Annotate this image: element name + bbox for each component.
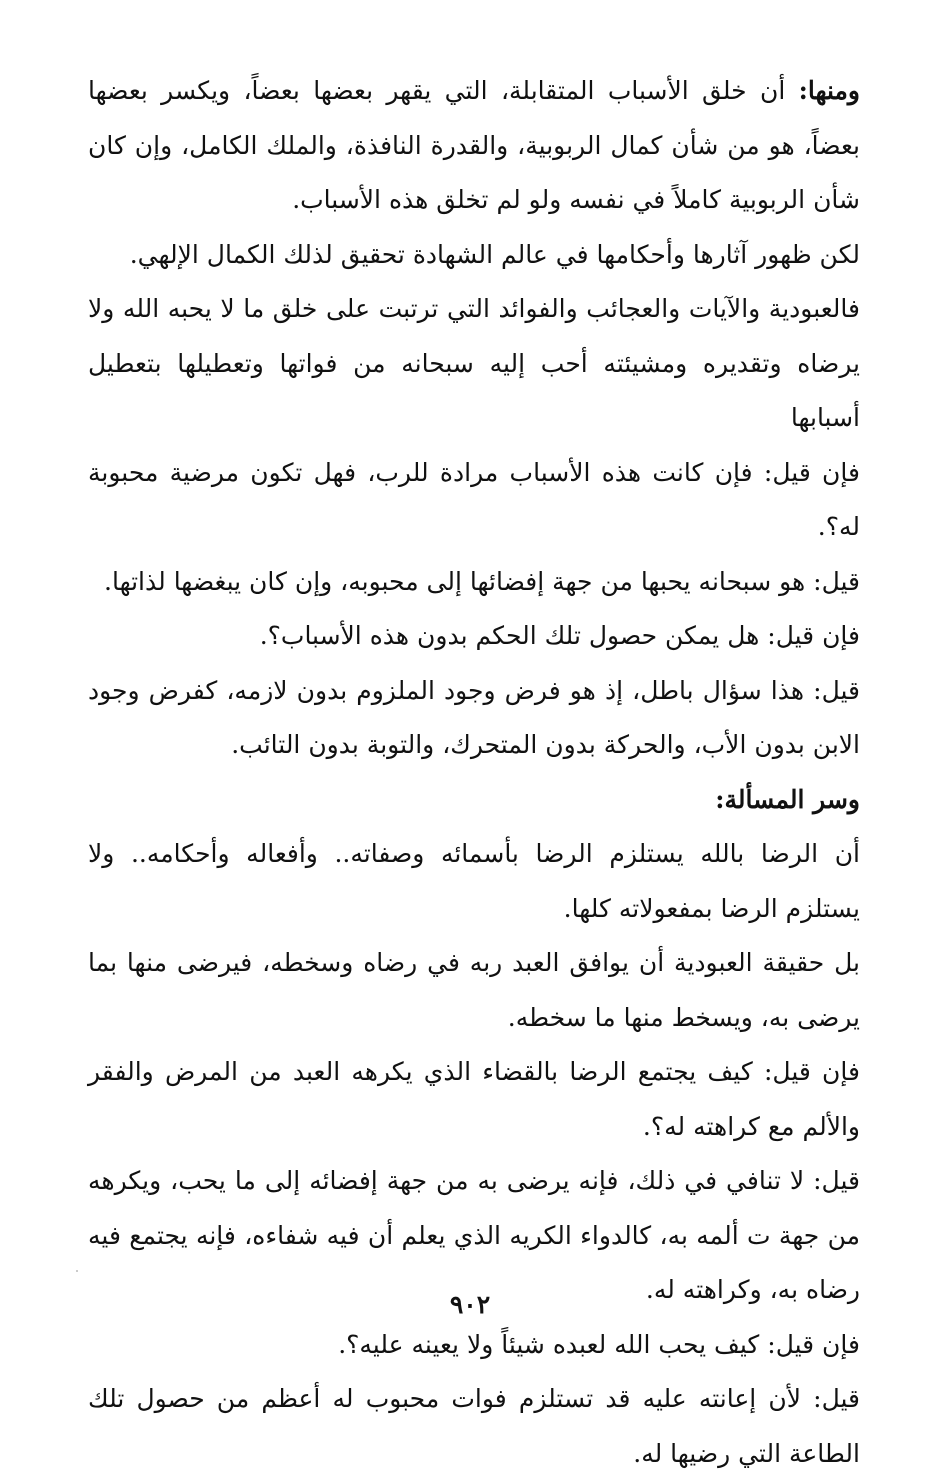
paragraph-13: قيل: لأن إعانته عليه قد تستلزم فوات محبوب له أعظم من حصول تلك الطاعة التي رضيها له. xyxy=(88,1384,860,1468)
paragraph-2: لكن ظهور آثارها وأحكامها في عالم الشهادة تحقيق لذلك الكمال الإلهي. xyxy=(129,239,860,269)
scan-speck xyxy=(76,1270,78,1272)
paragraph-text: أن خلق الأسباب المتقابلة، التي يقهر بعضها بعضاً، ويكسر بعضها بعضاً، هو من شأن كمال الربوبية، والقدرة النافذة، والملك الكامل، وإن كان شأن الربوبية كاملاً في نفسه ولو لم تخلق هذه الأسباب. xyxy=(88,76,860,214)
page-body xyxy=(88,64,860,1481)
paragraph-7: قيل: هذا سؤال باطل، إذ هو فرض وجود الملزوم بدون لازمه، كفرض وجود الابن بدون الأب، والحركة بدون المتحرك، والتوبة بدون التائب. xyxy=(88,675,860,759)
paragraph-11: قيل: لا تنافي في ذلك، فإنه يرضى به من جهة إفضائه إلى ما يحب، ويكرهه من جهة ت ألمه به، كالدواء الكريه الذي يعلم أن فيه شفاءه، فإنه يجتمع فيه رضاه به، وكراهته له. xyxy=(88,1166,860,1304)
paragraph-9: بل حقيقة العبودية أن يوافق العبد ربه في رضاه وسخطه، فيرضى منها بما يرضى به، ويسخط منها ما سخطه. xyxy=(88,948,860,1032)
paragraph-6: فإن قيل: هل يمكن حصول تلك الحكم بدون هذه الأسباب؟. xyxy=(259,621,860,650)
paragraph-4: فإن قيل: فإن كانت هذه الأسباب مرادة للرب، فهل تكون مرضية محبوبة له؟. xyxy=(88,457,860,541)
paragraph-8: أن الرضا بالله يستلزم الرضا بأسمائه وصفاته.. وأفعاله وأحكامه.. ولا يستلزم الرضا بمفعولاته كلها. xyxy=(88,839,860,923)
paragraph-3: فالعبودية والآيات والعجائب والفوائد التي ترتبت على خلق ما لا يحبه الله ولا يرضاه وتقديره ومشيئته أحب إليه سبحانه من فواتها وتعطيلها بتعطيل أسبابها xyxy=(88,294,860,432)
paragraph-1 xyxy=(88,64,860,228)
paragraph-5: قيل: هو سبحانه يحبها من جهة إفضائها إلى محبوبه، وإن كان يبغضها لذاتها. xyxy=(104,566,860,596)
section-heading: وسر المسألة: xyxy=(715,784,860,814)
page-number: ٩٠٢ xyxy=(449,1290,491,1319)
paragraph-lead: ومنها: xyxy=(798,76,860,105)
paragraph-12: فإن قيل: كيف يحب الله لعبده شيئاً ولا يعينه عليه؟. xyxy=(338,1329,860,1359)
paragraph-10: فإن قيل: كيف يجتمع الرضا بالقضاء الذي يكرهه العبد من المرض والفقر والألم مع كراهته له؟. xyxy=(88,1057,860,1141)
